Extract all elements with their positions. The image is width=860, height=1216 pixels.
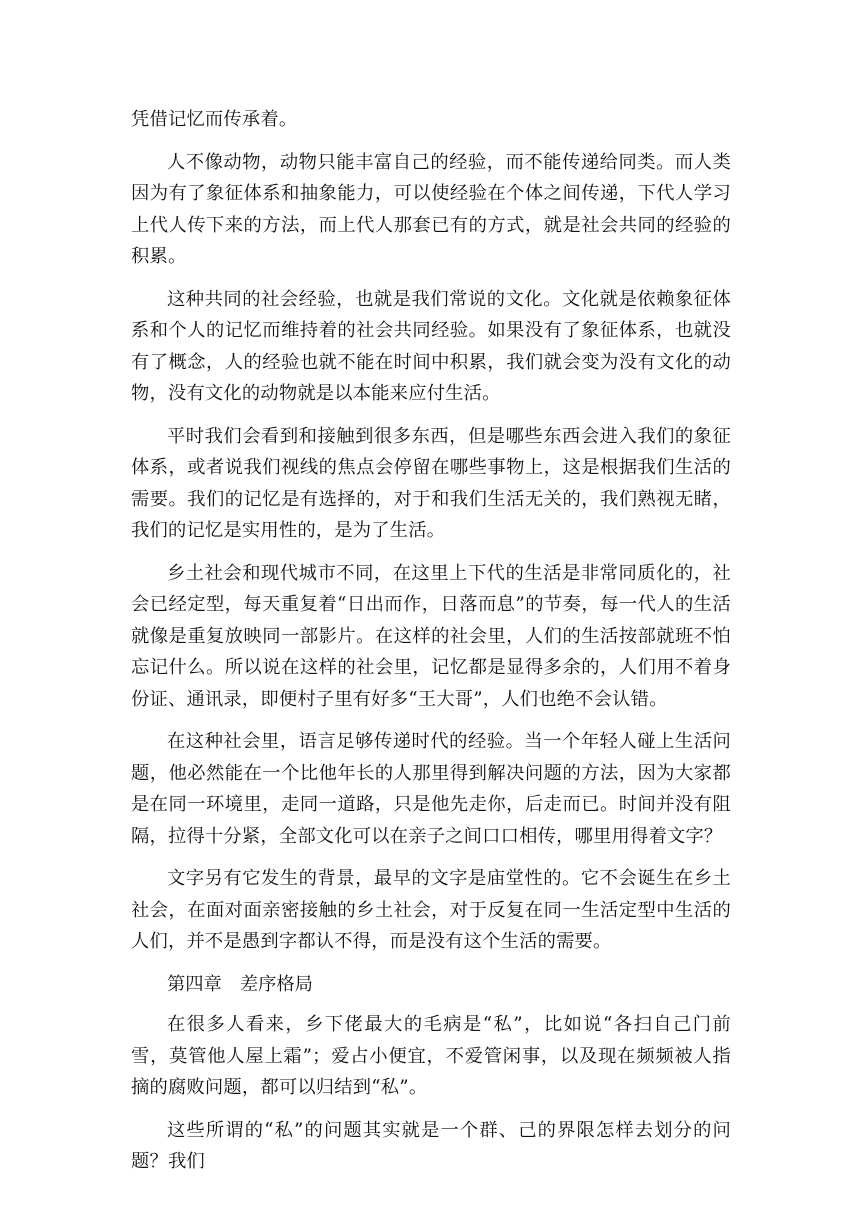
chapter-heading [131, 969, 731, 1001]
paragraph: 在这种社会里，语言足够传递时代的经验。当一个年轻人碰上生活问题，他必然能在一个比他年长的人那里得到解决问题的方法，因为大家都是在同一环境里，走同一道路，只是他先走你，后走而已。时间并没有阻隔，拉得十分紧，全部文化可以在亲子之间口口相传，哪里用得着文字？ [131, 731, 731, 847]
chapter-number: 第四章 [167, 973, 222, 995]
paragraph: 人不像动物，动物只能丰富自己的经验，而不能传递给同类。而人类因为有了象征体系和抽象能力，可以使经验在个体之间传递，下代人学习上代人传下来的方法，而上代人那套已有的方式，就是社会共同的经验的积累。 [131, 151, 731, 267]
paragraph: 这种共同的社会经验，也就是我们常说的文化。文化就是依赖象征体系和个人的记忆而维持着的社会共同经验。如果没有了象征体系，也就没有了概念，人的经验也就不能在时间中积累，我们就会变为没有文化的动物，没有文化的动物就是以本能来应付生活。 [131, 288, 731, 404]
document-page [131, 104, 731, 1189]
paragraph: 文字另有它发生的背景，最早的文字是庙堂性的。它不会诞生在乡土社会，在面对面亲密接触的乡土社会，对于反复在同一生活定型中生活的人们，并不是愚到字都认不得，而是没有这个生活的需要。 [131, 868, 731, 952]
paragraph: 乡土社会和现代城市不同，在这里上下代的生活是非常同质化的，社会已经定型，每天重复着“日出而作，日落而息”的节奏，每一代人的生活就像是重复放映同一部影片。在这样的社会里，人们的生活按部就班不怕忘记什么。所以说在这样的社会里，记忆都是显得多余的，人们用不着身份证、通讯录，即便村子里有好多“王大哥”，人们也绝不会认错。 [131, 562, 731, 710]
chapter-title: 差序格局 [239, 973, 313, 995]
paragraph: 凭借记忆而传承着。 [131, 109, 298, 130]
paragraph: 这些所谓的“私”的问题其实就是一个群、己的界限怎样去划分的问题？我们 [131, 1119, 731, 1172]
paragraph: 平时我们会看到和接触到很多东西，但是哪些东西会进入我们的象征体系，或者说我们视线的焦点会停留在哪些事物上，这是根据我们生活的需要。我们的记忆是有选择的，对于和我们生活无关的，我们熟视无睹，我们的记忆是实用性的，是为了生活。 [131, 425, 731, 541]
paragraph: 在很多人看来，乡下佬最大的毛病是“私”，比如说“各扫自己门前雪，莫管他人屋上霜”；爱占小便宜，不爱管闲事，以及现在频频被人指摘的腐败问题，都可以归结到“私”。 [131, 1014, 731, 1098]
